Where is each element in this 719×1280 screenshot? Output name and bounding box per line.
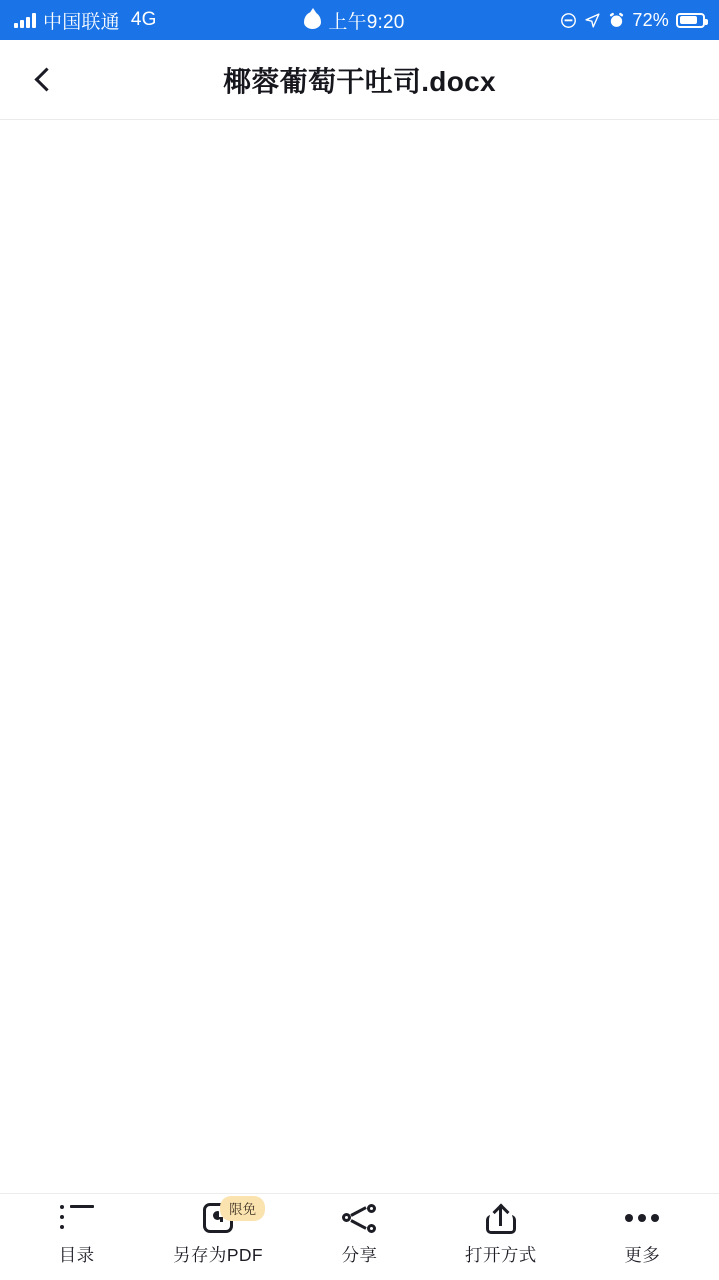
location-drop-icon <box>304 12 321 29</box>
toolbar-item-save-as-pdf[interactable] <box>153 1201 283 1267</box>
toolbar-label: 更多 <box>624 1245 661 1265</box>
back-chevron-icon <box>34 67 58 91</box>
app-header <box>0 40 719 120</box>
battery-percent-label: 72% <box>632 9 669 30</box>
share-icon <box>342 1201 376 1235</box>
page-title: 椰蓉葡萄干吐司.docx <box>223 65 496 97</box>
toolbar-label: 打开方式 <box>465 1245 537 1265</box>
network-type-label: 4G <box>130 9 157 30</box>
open-with-upload-icon <box>486 1201 516 1235</box>
status-bar <box>0 0 719 40</box>
carrier-label: 中国联通 <box>43 11 120 33</box>
alarm-clock-icon <box>608 12 625 29</box>
back-button[interactable] <box>14 50 74 110</box>
status-bar-right <box>560 10 705 31</box>
toolbar-item-contents[interactable] <box>12 1201 142 1267</box>
do-not-disturb-icon <box>560 12 577 29</box>
battery-icon <box>676 13 705 28</box>
free-limited-badge: 限免 <box>220 1196 265 1221</box>
signal-bars-icon <box>14 12 36 28</box>
toolbar-label: 分享 <box>341 1245 378 1265</box>
toolbar-label: 另存为PDF <box>173 1245 264 1265</box>
status-bar-center <box>149 7 561 34</box>
toolbar-item-share[interactable] <box>294 1201 424 1267</box>
toolbar-item-open-with[interactable] <box>436 1201 566 1267</box>
navigation-arrow-icon <box>584 12 601 29</box>
bottom-toolbar <box>0 1193 719 1280</box>
more-dots-icon <box>625 1201 659 1235</box>
list-icon <box>60 1201 94 1235</box>
toolbar-label: 目录 <box>58 1245 95 1265</box>
save-pdf-icon <box>203 1201 257 1235</box>
toolbar-item-more[interactable] <box>577 1201 707 1267</box>
status-bar-left <box>14 7 157 34</box>
clock-label: 上午9:20 <box>328 11 405 33</box>
